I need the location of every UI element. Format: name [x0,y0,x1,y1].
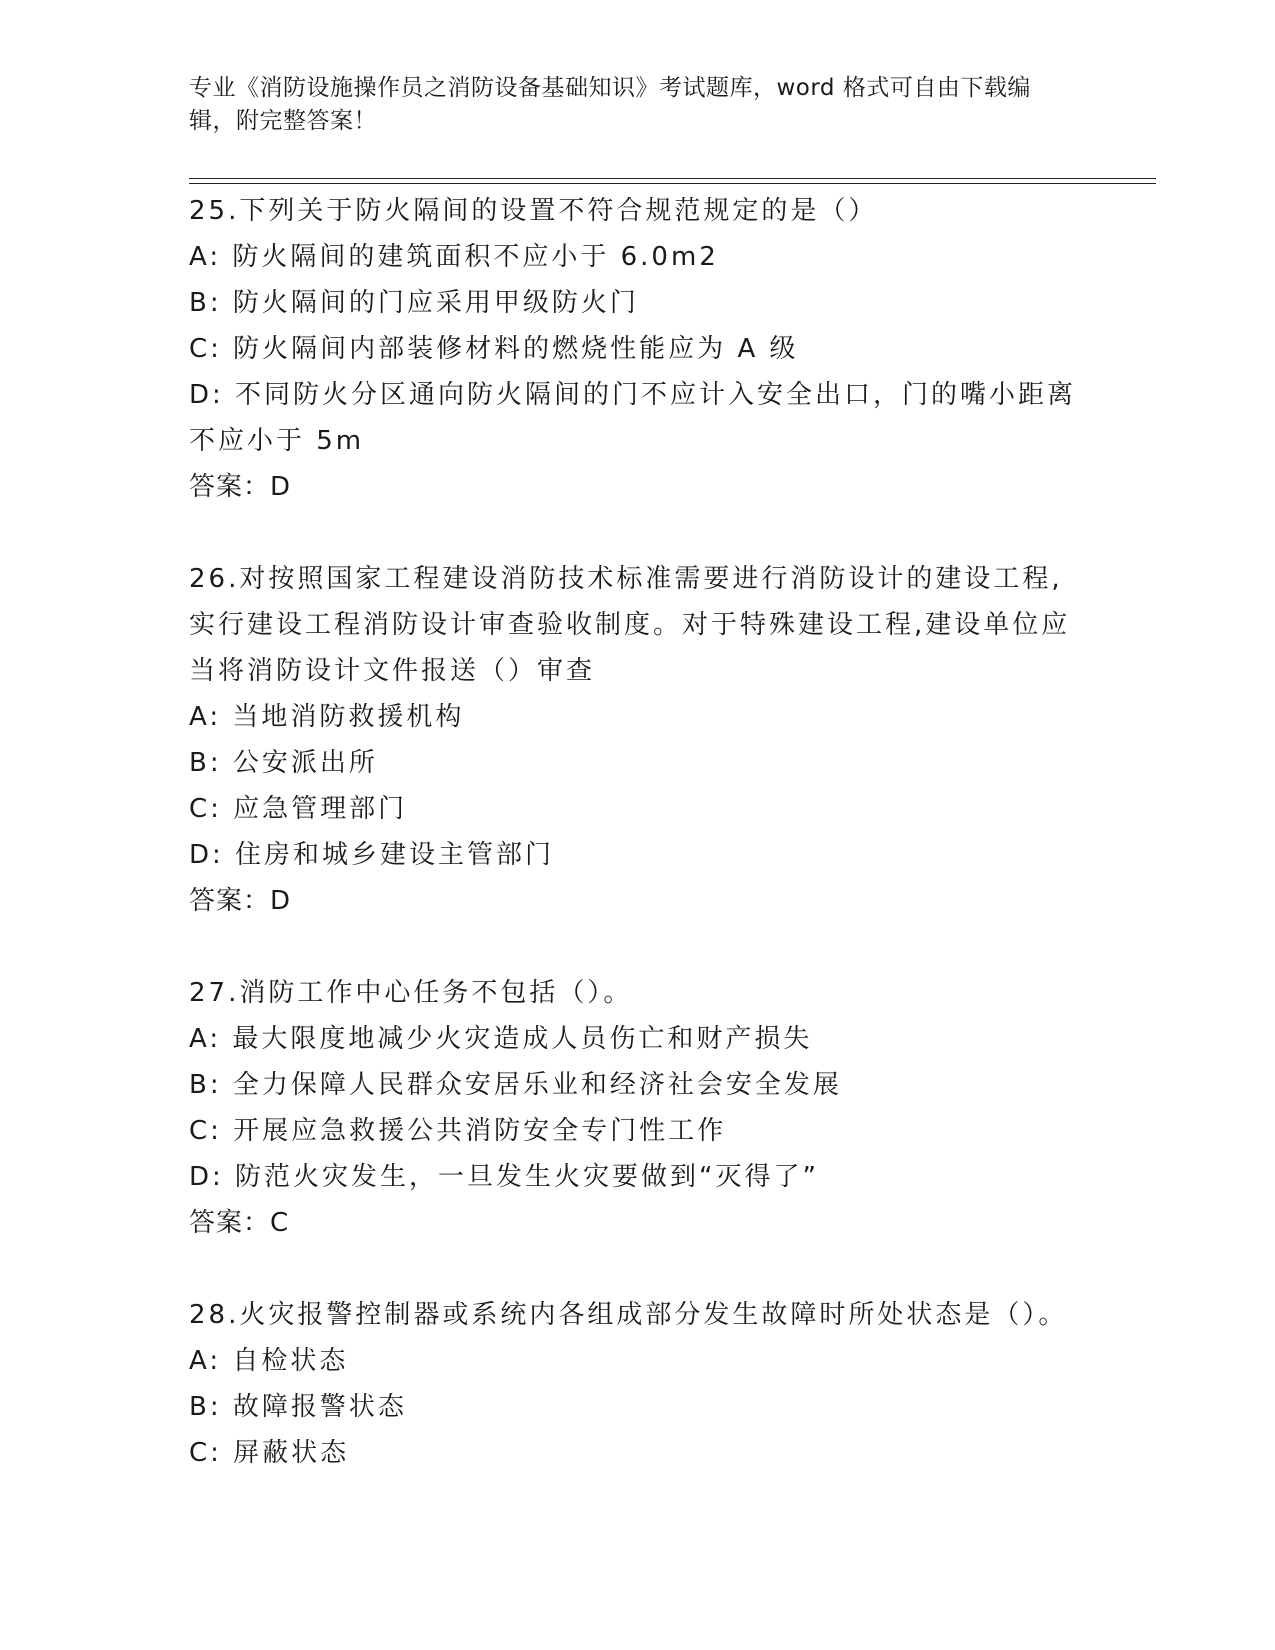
answer-option: C: 屏蔽状态 [189,1438,350,1468]
answer-option: C: 开展应急救援公共消防安全专门性工作 [189,1116,727,1146]
answer-option: B: 全力保障人民群众安居乐业和经济社会安全发展 [189,1070,842,1100]
answer-option: D: 不同防火分区通向防火隔间的门不应计入安全出口，门的嘴小距离 [189,380,1077,410]
header-line-2: 辑，附完整答案！ [189,108,377,134]
answer-option: C: 防火隔间内部装修材料的燃烧性能应为 A 级 [189,334,799,364]
answer-option: D: 住房和城乡建设主管部门 [189,840,555,870]
header-divider-top [189,178,1156,179]
question-stem: 当将消防设计文件报送（）审查 [189,656,596,686]
answer-option: A: 自检状态 [189,1346,349,1376]
answer-option: A: 最大限度地减少火灾造成人员伤亡和财产损失 [189,1024,813,1054]
question-block [189,556,1089,924]
question-stem: 25.下列关于防火隔间的设置不符合规范规定的是（） [189,196,878,226]
question-list [189,188,1089,1476]
header-line-1: 专业《消防设施操作员之消防设备基础知识》考试题库，word 格式可自由下载编 [189,75,1031,101]
answer-option: D: 防范火灾发生，一旦发生火灾要做到“灭得了” [189,1162,819,1192]
answer-option: B: 公安派出所 [189,748,378,778]
question-block [189,1292,1089,1476]
answer-key: 答案：D [189,472,292,502]
question-block [189,970,1089,1246]
document-header [189,72,1069,138]
question-stem: 26.对按照国家工程建设消防技术标准需要进行消防设计的建设工程, [189,564,1063,594]
answer-key: 答案：D [189,886,292,916]
answer-option: B: 故障报警状态 [189,1392,407,1422]
question-block [189,188,1089,510]
question-stem: 28.火灾报警控制器或系统内各组成部分发生故障时所处状态是（）。 [189,1300,1068,1330]
question-stem: 27.消防工作中心任务不包括（）。 [189,978,633,1008]
header-divider-bottom [189,183,1156,184]
answer-option: C: 应急管理部门 [189,794,408,824]
question-stem: 实行建设工程消防设计审查验收制度。对于特殊建设工程,建设单位应 [189,610,1071,640]
answer-option: 不应小于 5m [189,426,365,456]
answer-key: 答案：C [189,1208,290,1238]
answer-option: A: 防火隔间的建筑面积不应小于 6.0m2 [189,242,719,272]
answer-option: A: 当地消防救援机构 [189,702,465,732]
answer-option: B: 防火隔间的门应采用甲级防火门 [189,288,639,318]
